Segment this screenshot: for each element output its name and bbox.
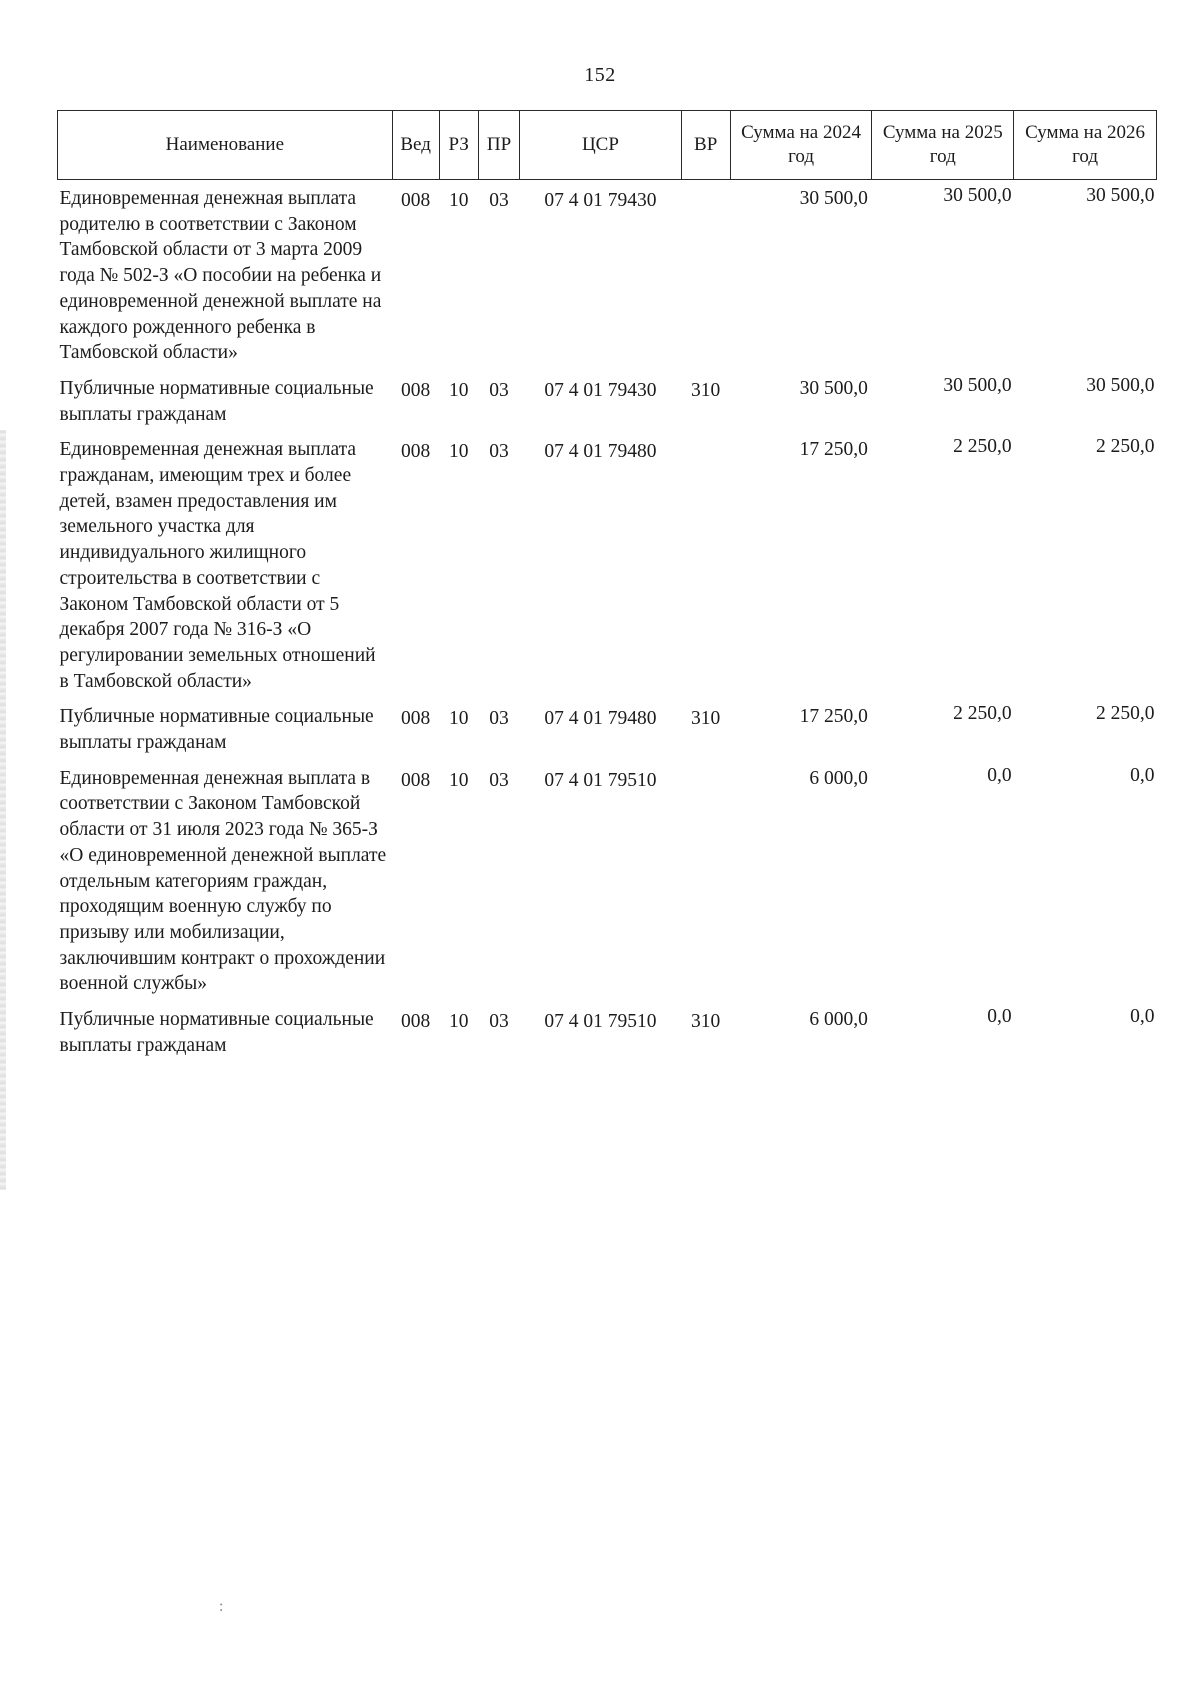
header-name: Наименование bbox=[58, 111, 393, 180]
row-csr: 07 4 01 79480 bbox=[544, 708, 657, 730]
row-csr: 07 4 01 79430 bbox=[544, 190, 657, 211]
header-vr: ВР bbox=[681, 111, 730, 180]
row-rz: 10 bbox=[448, 441, 469, 463]
row-name: Единовременная денежная выплата в соответствии с Законом Тамбовской области от 31 июля 2023 года № 365-З «О единовременной денежной выплате отдельным категориям граждан, проходящим военную службу по призыву или мобилизации, заключившим контракт о прохождении военной службы» bbox=[59, 767, 387, 995]
row-sum-2025: 0,0 bbox=[987, 1006, 1012, 1028]
header-sum-2024: Сумма на 2024 год bbox=[730, 111, 872, 180]
row-sum-2024: 17 250,0 bbox=[799, 706, 868, 728]
row-pr: 03 bbox=[489, 1011, 509, 1033]
row-csr: 07 4 01 79480 bbox=[544, 441, 657, 463]
row-sum-2024: 6 000,0 bbox=[809, 767, 868, 789]
row-pr: 03 bbox=[489, 379, 509, 401]
row-sum-2025: 30 500,0 bbox=[943, 374, 1012, 396]
row-ved: 008 bbox=[401, 441, 431, 463]
table-row bbox=[58, 370, 1157, 431]
row-sum-2026: 0,0 bbox=[1130, 1006, 1155, 1028]
table-row bbox=[58, 760, 1157, 1001]
row-rz: 10 bbox=[448, 769, 469, 791]
row-rz: 10 bbox=[448, 1011, 469, 1033]
table-row bbox=[58, 1001, 1157, 1062]
row-vr: 310 bbox=[691, 1011, 721, 1033]
page-number: 152 bbox=[584, 64, 616, 86]
row-ved: 008 bbox=[401, 190, 431, 211]
row-csr: 07 4 01 79510 bbox=[544, 1011, 657, 1033]
row-sum-2025: 2 250,0 bbox=[953, 436, 1012, 458]
scan-edge-artifact bbox=[0, 430, 6, 1190]
row-sum-2026: 30 500,0 bbox=[1086, 185, 1155, 206]
table-header bbox=[58, 111, 1157, 180]
row-sum-2025: 2 250,0 bbox=[953, 703, 1012, 725]
row-ved: 008 bbox=[401, 769, 431, 791]
header-pr: ПР bbox=[478, 111, 519, 180]
row-vr bbox=[681, 760, 730, 1001]
header-sum-2025: Сумма на 2025 год bbox=[872, 111, 1014, 180]
row-name: Публичные нормативные социальные выплаты гражданам bbox=[59, 377, 374, 425]
row-sum-2026: 30 500,0 bbox=[1086, 374, 1155, 396]
row-sum-2026: 2 250,0 bbox=[1096, 436, 1155, 458]
row-vr bbox=[681, 180, 730, 370]
table-row bbox=[58, 698, 1157, 759]
row-pr: 03 bbox=[489, 190, 509, 211]
header-row bbox=[58, 111, 1157, 180]
row-rz: 10 bbox=[448, 708, 469, 730]
row-csr: 07 4 01 79510 bbox=[544, 769, 657, 791]
row-pr: 03 bbox=[489, 769, 509, 791]
row-ved: 008 bbox=[401, 379, 431, 401]
table-body bbox=[58, 180, 1157, 1063]
row-sum-2026: 0,0 bbox=[1130, 764, 1155, 786]
row-rz: 10 bbox=[448, 190, 469, 211]
header-sum-2026: Сумма на 2026 год bbox=[1014, 111, 1157, 180]
row-vr: 310 bbox=[691, 708, 721, 730]
row-vr bbox=[681, 431, 730, 698]
row-name: Публичные нормативные социальные выплаты гражданам bbox=[59, 1009, 374, 1056]
row-sum-2024: 30 500,0 bbox=[799, 188, 868, 209]
table-row bbox=[58, 180, 1157, 370]
row-name: Единовременная денежная выплата гражданам, имеющим трех и более детей, взамен предоставления им земельного участка для индивидуального жилищного строительства в соответствии с Законом Тамбовской области от 5 декабря 2007 года № 316-З «О регулировании земельных отношений в Тамбовской области» bbox=[59, 439, 376, 692]
row-sum-2024: 30 500,0 bbox=[799, 377, 868, 399]
row-sum-2024: 6 000,0 bbox=[809, 1009, 868, 1031]
row-rz: 10 bbox=[448, 379, 469, 401]
row-ved: 008 bbox=[401, 708, 431, 730]
row-sum-2026: 2 250,0 bbox=[1096, 703, 1155, 725]
table-row bbox=[58, 431, 1157, 698]
row-name: Публичные нормативные социальные выплаты гражданам bbox=[59, 706, 374, 754]
row-pr: 03 bbox=[489, 708, 509, 730]
row-ved: 008 bbox=[401, 1011, 431, 1033]
pen-mark: : bbox=[219, 1598, 224, 1615]
budget-table bbox=[57, 110, 1157, 1063]
row-name: Единовременная денежная выплата родителю в соответствии с Законом Тамбовской области от 3 марта 2009 года № 502-З «О пособии на ребенка и единовременной денежной выплате на каждого рожденного ребенка в Тамбовской области» bbox=[59, 188, 382, 364]
row-csr: 07 4 01 79430 bbox=[544, 379, 657, 401]
row-sum-2025: 0,0 bbox=[987, 764, 1012, 786]
row-pr: 03 bbox=[489, 441, 509, 463]
row-sum-2024: 17 250,0 bbox=[799, 439, 868, 461]
header-csr: ЦСР bbox=[520, 111, 681, 180]
row-vr: 310 bbox=[691, 379, 721, 401]
header-ved: Вед bbox=[392, 111, 439, 180]
header-rz: РЗ bbox=[439, 111, 478, 180]
row-sum-2025: 30 500,0 bbox=[943, 185, 1012, 206]
